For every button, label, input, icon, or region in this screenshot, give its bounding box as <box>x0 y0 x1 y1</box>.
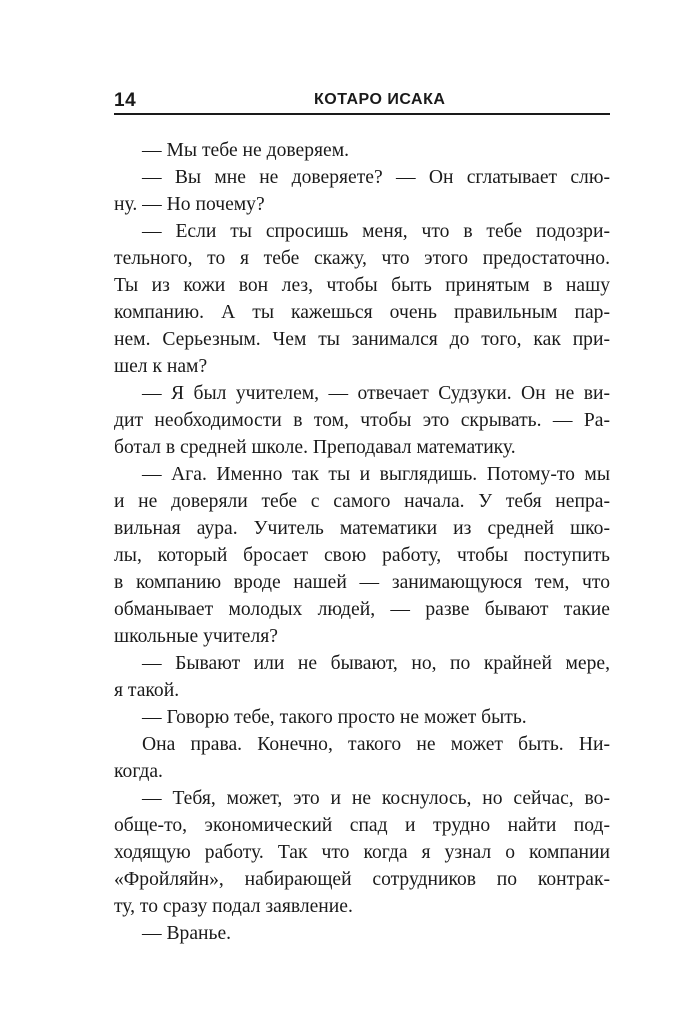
text-line: школьные учителя? <box>114 626 278 647</box>
text-line: тельного, то я тебе скажу, что этого предостаточно. <box>114 248 610 269</box>
header-rule <box>114 113 610 115</box>
text-line: — Мы тебе не доверяем. <box>142 140 350 161</box>
text-line: Она права. Конечно, такого не может быть. Ни- <box>142 734 610 755</box>
text-line: когда. <box>114 761 163 782</box>
text-line: — Я был учителем, — отвечает Судзуки. Он не ви- <box>142 383 610 404</box>
text-line: — Ага. Именно так ты и выглядишь. Потому-то мы <box>142 464 610 485</box>
text-line: компанию. А ты кажешься очень правильным пар- <box>114 302 610 323</box>
text-line: дит необходимости в том, чтобы это скрывать. — Ра- <box>114 410 610 431</box>
text-line: — Тебя, может, это и не коснулось, но сейчас, во- <box>142 788 610 809</box>
body-text <box>114 137 610 947</box>
text-line: вильная аура. Учитель математики из средней шко- <box>114 518 610 539</box>
text-line: нем. Серьезным. Чем ты занимался до того, как при- <box>114 329 610 350</box>
text-line: — Говорю тебе, такого просто не может быть. <box>142 707 527 728</box>
text-line: — Вы мне не доверяете? — Он сглатывает слю- <box>142 167 610 188</box>
text-line: ту, то сразу подал заявление. <box>114 896 353 917</box>
text-line: «Фройляйн», набирающей сотрудников по контрак- <box>114 869 610 890</box>
text-line: я такой. <box>114 680 180 701</box>
text-line: ходящую работу. Так что когда я узнал о компании <box>114 842 610 863</box>
text-line: обще-то, экономический спад и трудно найти под- <box>114 815 610 836</box>
text-line: — Если ты спросишь меня, что в тебе подозри- <box>142 221 610 242</box>
text-line: — Бывают или не бывают, но, по крайней мере, <box>142 653 610 674</box>
page-number: 14 <box>114 90 137 111</box>
text-line: ботал в средней школе. Преподавал математику. <box>114 437 516 458</box>
running-head: КОТАРО ИСАКА <box>314 91 446 108</box>
text-line: лы, который бросает свою работу, чтобы поступить <box>114 545 610 566</box>
text-line: ну. — Но почему? <box>114 194 265 215</box>
text-line: и не доверяли тебе с самого начала. У тебя непра- <box>114 491 610 512</box>
text-line: в компанию вроде нашей — занимающуюся тем, что <box>114 572 610 593</box>
text-line: шел к нам? <box>114 356 208 377</box>
text-line: Ты из кожи вон лез, чтобы быть принятым в нашу <box>114 275 610 296</box>
page-header <box>114 88 610 112</box>
text-line: — Вранье. <box>142 923 232 944</box>
text-line: обманывает молодых людей, — разве бывают такие <box>114 599 610 620</box>
